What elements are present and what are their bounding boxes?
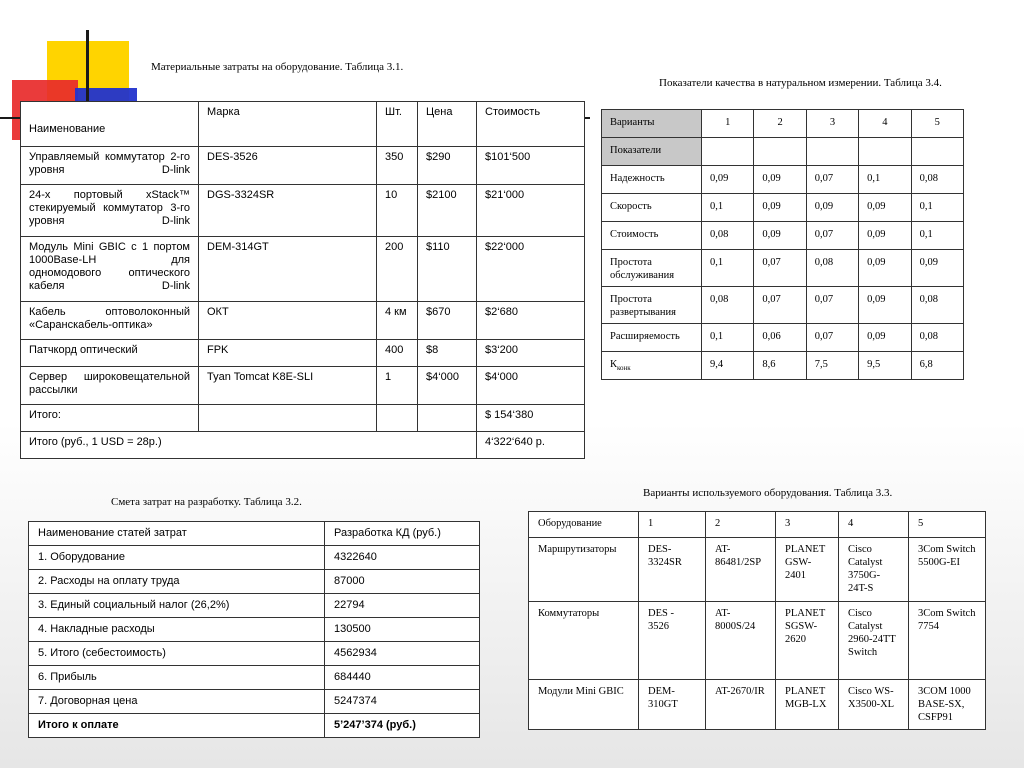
cell-brand: Tyan Tomcat K8E-SLI xyxy=(199,367,377,405)
table-row xyxy=(29,642,480,666)
table-header-row xyxy=(29,522,480,546)
indicators-row xyxy=(602,138,964,166)
cell-cost: $4‘000 xyxy=(477,367,585,405)
variant-header: 1 xyxy=(702,110,754,138)
indicator-value: 0,09 xyxy=(754,166,806,194)
empty-cell xyxy=(806,138,858,166)
table-row xyxy=(21,237,585,302)
table-row xyxy=(29,546,480,570)
cell-brand: DGS-3324SR xyxy=(199,185,377,237)
indicator-value: 0,08 xyxy=(911,166,963,194)
table-row xyxy=(29,594,480,618)
table-row xyxy=(29,666,480,690)
indicators-label: Показатели xyxy=(602,138,702,166)
k-main: К xyxy=(610,359,618,370)
total-value: $ 154‘380 xyxy=(477,405,585,432)
table-row xyxy=(29,570,480,594)
development-cost-table xyxy=(28,521,480,738)
variant-header: 4 xyxy=(859,110,911,138)
cost-item: 5. Итого (себестоимость) xyxy=(29,642,325,666)
empty-cell xyxy=(911,138,963,166)
cost-value: 130500 xyxy=(325,618,480,642)
caption-table-3-2: Смета затрат на разработку. Таблица 3.2. xyxy=(111,496,302,508)
cell-cost: $3‘200 xyxy=(477,340,585,367)
table-row xyxy=(602,222,964,250)
k-value: 8,6 xyxy=(754,352,806,380)
header-variant: 1 xyxy=(639,512,706,538)
table-row xyxy=(21,302,585,340)
indicator-value: 0,09 xyxy=(859,194,911,222)
header-cost-item: Наименование статей затрат xyxy=(29,522,325,546)
cell-name: Кабель оптоволоконный «Саранскабель-оптика» xyxy=(21,302,199,340)
indicator-value: 0,1 xyxy=(702,194,754,222)
table-row xyxy=(21,147,585,185)
equipment-model: Cisco WS-X3500-XL xyxy=(839,680,909,730)
equipment-model: DES-3324SR xyxy=(639,538,706,602)
equipment-model: Cisco Catalyst 2960-24TT Switch xyxy=(839,602,909,680)
table-row xyxy=(21,367,585,405)
table-header-row xyxy=(529,512,986,538)
cost-value: 87000 xyxy=(325,570,480,594)
k-value: 9,5 xyxy=(859,352,911,380)
indicator-value: 0,09 xyxy=(702,166,754,194)
cell-brand: DES-3526 xyxy=(199,147,377,185)
table-row xyxy=(21,340,585,367)
cell-price: $110 xyxy=(418,237,477,302)
table-row xyxy=(29,690,480,714)
indicator-name: Расширяемость xyxy=(602,324,702,352)
total-rub-value: 4‘322‘640 р. xyxy=(477,432,585,459)
variant-header: 5 xyxy=(911,110,963,138)
table-row xyxy=(602,324,964,352)
indicator-value: 0,07 xyxy=(806,222,858,250)
header-cost-value: Разработка КД (руб.) xyxy=(325,522,480,546)
cell-price: $2100 xyxy=(418,185,477,237)
k-label xyxy=(602,352,702,380)
indicator-value: 0,08 xyxy=(702,222,754,250)
equipment-type: Модули Mini GBIC xyxy=(529,680,639,730)
indicator-value: 0,07 xyxy=(806,166,858,194)
total-rub-label: Итого (руб., 1 USD = 28р.) xyxy=(21,432,477,459)
equipment-type: Маршрутизаторы xyxy=(529,538,639,602)
cell-price: $290 xyxy=(418,147,477,185)
equipment-type: Коммутаторы xyxy=(529,602,639,680)
header-price: Цена xyxy=(418,102,477,147)
indicator-value: 0,1 xyxy=(702,324,754,352)
cell-brand: FPK xyxy=(199,340,377,367)
indicator-value: 0,08 xyxy=(911,324,963,352)
cell-qty: 10 xyxy=(377,185,418,237)
cell-cost: $101‘500 xyxy=(477,147,585,185)
cost-value: 22794 xyxy=(325,594,480,618)
indicator-name: Простота развертывания xyxy=(602,287,702,324)
k-value: 7,5 xyxy=(806,352,858,380)
equipment-model: AT-8000S/24 xyxy=(706,602,776,680)
empty-cell xyxy=(418,405,477,432)
variants-row xyxy=(602,110,964,138)
equipment-model: AT-2670/IR xyxy=(706,680,776,730)
indicator-value: 0,07 xyxy=(806,287,858,324)
header-qty: Шт. xyxy=(377,102,418,147)
header-variant: 2 xyxy=(706,512,776,538)
equipment-model: DEM-310GT xyxy=(639,680,706,730)
cell-qty: 400 xyxy=(377,340,418,367)
quality-indicators-table xyxy=(601,109,964,380)
table-row xyxy=(21,185,585,237)
cell-cost: $21‘000 xyxy=(477,185,585,237)
table-row xyxy=(529,680,986,730)
cell-name: Сервер широковещательной рассылки xyxy=(21,367,199,405)
total-row xyxy=(21,405,585,432)
total-value: 5’247’374 (руб.) xyxy=(325,714,480,738)
indicator-value: 0,09 xyxy=(911,250,963,287)
total-rub-row xyxy=(21,432,585,459)
equipment-model: PLANET SGSW-2620 xyxy=(776,602,839,680)
equipment-model: DES - 3526 xyxy=(639,602,706,680)
caption-table-3-1: Материальные затраты на оборудование. Таблица 3.1. xyxy=(151,61,404,73)
empty-cell xyxy=(859,138,911,166)
equipment-model: AT-86481/2SP xyxy=(706,538,776,602)
indicator-value: 0,07 xyxy=(806,324,858,352)
cost-value: 4562934 xyxy=(325,642,480,666)
cell-qty: 4 км xyxy=(377,302,418,340)
k-subscript: конк xyxy=(617,364,631,373)
cell-qty: 1 xyxy=(377,367,418,405)
empty-cell xyxy=(377,405,418,432)
total-label: Итого к оплате xyxy=(29,714,325,738)
cost-value: 5247374 xyxy=(325,690,480,714)
total-label: Итого: xyxy=(21,405,199,432)
cell-brand: ОКТ xyxy=(199,302,377,340)
table-row xyxy=(529,602,986,680)
cost-item: 6. Прибыль xyxy=(29,666,325,690)
cell-price: $4‘000 xyxy=(418,367,477,405)
indicator-name: Стоимость xyxy=(602,222,702,250)
cost-value: 684440 xyxy=(325,666,480,690)
empty-cell xyxy=(702,138,754,166)
cell-name: Управляемый коммутатор 2-го уровня D-link xyxy=(21,147,199,185)
cell-price: $670 xyxy=(418,302,477,340)
indicator-value: 0,09 xyxy=(754,194,806,222)
k-value: 9,4 xyxy=(702,352,754,380)
equipment-model: 3Com Switch 7754 xyxy=(909,602,986,680)
indicator-value: 0,09 xyxy=(754,222,806,250)
cell-name: 24-х портовый xStack™ стекируемый коммутатор 3-го уровня D-link xyxy=(21,185,199,237)
caption-table-3-4: Показатели качества в натуральном измерении. Таблица 3.4. xyxy=(659,77,942,89)
indicator-value: 0,07 xyxy=(754,287,806,324)
table-row xyxy=(602,166,964,194)
cell-cost: $2‘680 xyxy=(477,302,585,340)
cell-qty: 200 xyxy=(377,237,418,302)
cost-item: 4. Накладные расходы xyxy=(29,618,325,642)
indicator-value: 0,1 xyxy=(911,222,963,250)
indicator-value: 0,09 xyxy=(859,287,911,324)
header-name xyxy=(21,102,199,147)
equipment-model: PLANET MGB-LX xyxy=(776,680,839,730)
cell-cost: $22‘000 xyxy=(477,237,585,302)
indicator-name: Скорость xyxy=(602,194,702,222)
header-label: Наименование xyxy=(29,123,106,135)
cell-qty: 350 xyxy=(377,147,418,185)
k-row xyxy=(602,352,964,380)
equipment-cost-table xyxy=(20,101,585,459)
cell-name: Модуль Mini GBIC с 1 портом 1000Base-LH для одномодового оптического кабеля D-link xyxy=(21,237,199,302)
indicator-value: 0,09 xyxy=(859,250,911,287)
empty-cell xyxy=(754,138,806,166)
indicator-value: 0,09 xyxy=(859,324,911,352)
indicator-value: 0,1 xyxy=(859,166,911,194)
variant-header: 2 xyxy=(754,110,806,138)
table-header-row xyxy=(21,102,585,147)
cell-price: $8 xyxy=(418,340,477,367)
total-row xyxy=(29,714,480,738)
table-row xyxy=(529,538,986,602)
header-equipment: Оборудование xyxy=(529,512,639,538)
indicator-value: 0,1 xyxy=(702,250,754,287)
cost-item: 2. Расходы на оплату труда xyxy=(29,570,325,594)
equipment-model: 3Com Switch 5500G-EI xyxy=(909,538,986,602)
indicator-value: 0,1 xyxy=(911,194,963,222)
empty-cell xyxy=(199,405,377,432)
caption-table-3-3: Варианты используемого оборудования. Таблица 3.3. xyxy=(643,487,893,499)
cost-value: 4322640 xyxy=(325,546,480,570)
equipment-model: 3COM 1000 BASE-SX, CSFP91 xyxy=(909,680,986,730)
indicator-value: 0,08 xyxy=(702,287,754,324)
variants-label: Варианты xyxy=(602,110,702,138)
indicator-value: 0,07 xyxy=(754,250,806,287)
equipment-variants-table xyxy=(528,511,986,730)
header-variant: 5 xyxy=(909,512,986,538)
cell-brand: DEM-314GT xyxy=(199,237,377,302)
cost-item: 3. Единый социальный налог (26,2%) xyxy=(29,594,325,618)
table-row xyxy=(29,618,480,642)
indicator-value: 0,09 xyxy=(806,194,858,222)
indicator-value: 0,08 xyxy=(806,250,858,287)
header-variant: 4 xyxy=(839,512,909,538)
table-row xyxy=(602,287,964,324)
variant-header: 3 xyxy=(806,110,858,138)
indicator-name: Простота обслуживания xyxy=(602,250,702,287)
indicator-value: 0,09 xyxy=(859,222,911,250)
indicator-value: 0,08 xyxy=(911,287,963,324)
indicator-name: Надежность xyxy=(602,166,702,194)
indicator-value: 0,06 xyxy=(754,324,806,352)
cell-name: Патчкорд оптический xyxy=(21,340,199,367)
header-variant: 3 xyxy=(776,512,839,538)
header-cost: Стоимость xyxy=(477,102,585,147)
header-brand: Марка xyxy=(199,102,377,147)
k-value: 6,8 xyxy=(911,352,963,380)
equipment-model: Cisco Catalyst 3750G-24T-S xyxy=(839,538,909,602)
cost-item: 7. Договорная цена xyxy=(29,690,325,714)
equipment-model: PLANET GSW-2401 xyxy=(776,538,839,602)
table-row xyxy=(602,194,964,222)
table-row xyxy=(602,250,964,287)
cost-item: 1. Оборудование xyxy=(29,546,325,570)
